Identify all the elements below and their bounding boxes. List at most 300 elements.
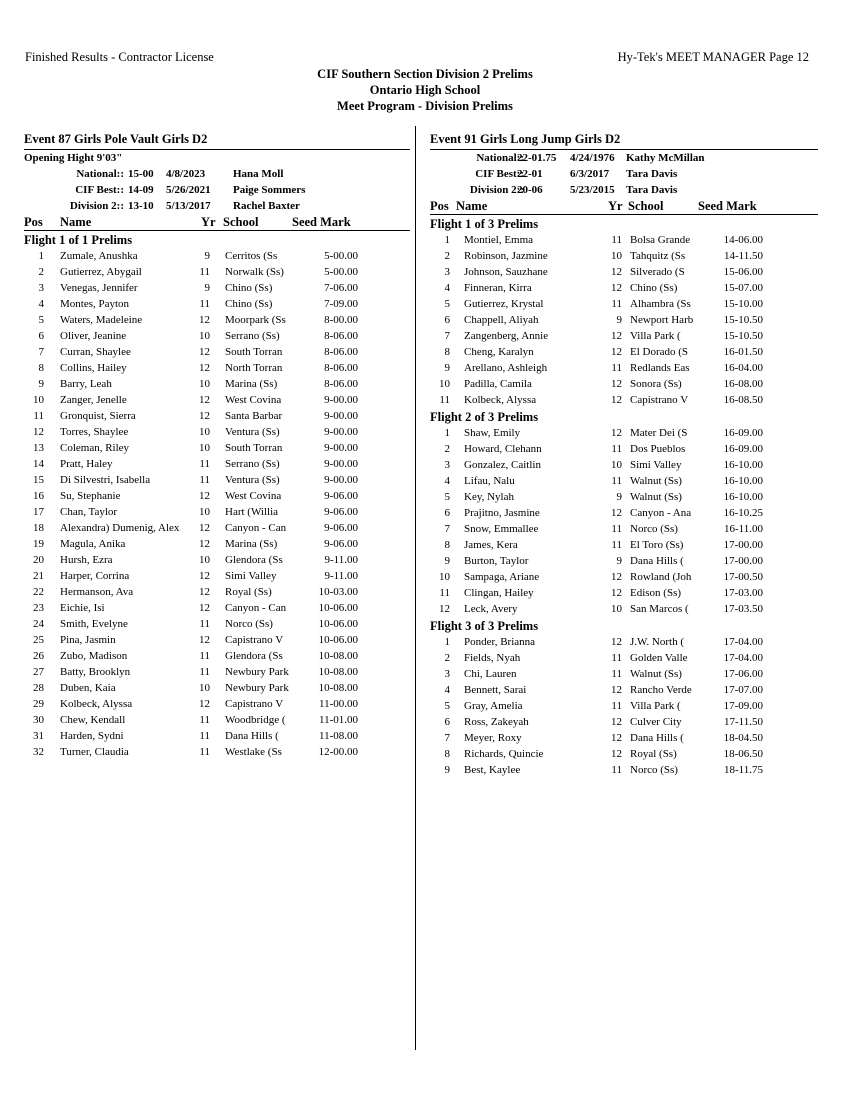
entry-name: Cheng, Karalyn xyxy=(464,346,534,358)
entry-pos: 2 xyxy=(444,443,450,455)
table-row xyxy=(430,248,818,264)
entry-year: 12 xyxy=(199,362,210,374)
entry-seed: 17-03.00 xyxy=(723,587,763,599)
table-row xyxy=(24,584,410,600)
entry-year: 11 xyxy=(199,474,210,486)
entry-year: 11 xyxy=(611,700,622,712)
col-school: School xyxy=(223,215,259,229)
entry-pos: 32 xyxy=(33,746,44,758)
entry-name: Chappell, Aliyah xyxy=(464,314,539,326)
entry-school: Bolsa Grande xyxy=(630,234,691,246)
table-row xyxy=(24,504,410,520)
entry-name: Ponder, Brianna xyxy=(464,636,536,648)
entry-pos: 7 xyxy=(444,330,450,342)
entry-seed: 7-06.00 xyxy=(324,282,358,294)
entry-seed: 18-11.75 xyxy=(723,764,763,776)
entry-school: El Toro (Ss) xyxy=(630,539,684,551)
table-row xyxy=(24,392,410,408)
entry-school: Santa Barbar xyxy=(225,410,283,422)
entry-name: Gutierrez, Abygail xyxy=(60,266,142,278)
meet-title-block xyxy=(0,66,850,114)
table-row xyxy=(24,520,410,536)
entry-pos: 1 xyxy=(444,636,450,648)
entry-pos: 5 xyxy=(38,314,44,326)
event-87-section xyxy=(24,131,410,760)
entry-name: Lifau, Nalu xyxy=(464,475,515,487)
table-row xyxy=(24,664,410,680)
flight-heading: Flight 3 of 3 Prelims xyxy=(430,619,539,633)
entry-school: Canyon - Can xyxy=(225,602,287,614)
entry-school: Capistrano V xyxy=(630,394,689,406)
table-row xyxy=(430,601,818,617)
entry-seed: 16-01.50 xyxy=(723,346,763,358)
record-line xyxy=(24,198,410,214)
table-row xyxy=(24,648,410,664)
entry-name: Zanger, Jenelle xyxy=(60,394,127,406)
entry-year: 9 xyxy=(616,555,622,567)
record-mark: 22-01.75 xyxy=(517,152,557,164)
entry-seed: 15-06.00 xyxy=(723,266,763,278)
entry-pos: 10 xyxy=(439,571,450,583)
entry-year: 9 xyxy=(616,491,622,503)
table-row xyxy=(430,425,818,441)
meet-program: Meet Program - Division Prelims xyxy=(337,99,513,113)
entry-year: 10 xyxy=(611,603,622,615)
entry-year: 12 xyxy=(611,636,622,648)
entry-pos: 13 xyxy=(33,442,44,454)
entry-year: 12 xyxy=(199,522,210,534)
entry-school: Norco (Ss) xyxy=(630,523,678,535)
entry-pos: 18 xyxy=(33,522,44,534)
table-row xyxy=(430,505,818,521)
entry-year: 12 xyxy=(199,346,210,358)
table-row xyxy=(24,312,410,328)
table-row xyxy=(24,408,410,424)
entry-school: Dos Pueblos xyxy=(630,443,686,455)
entry-seed: 18-04.50 xyxy=(723,732,763,744)
entry-name: Montes, Payton xyxy=(60,298,130,310)
entry-name: Chew, Kendall xyxy=(60,714,126,726)
entry-school: Newport Harb xyxy=(630,314,694,326)
entry-school: Newbury Park xyxy=(225,666,289,678)
entry-seed: 7-09.00 xyxy=(324,298,358,310)
entry-seed: 9-00.00 xyxy=(324,410,358,422)
entry-school: Serrano (Ss) xyxy=(225,330,280,342)
entry-year: 11 xyxy=(199,666,210,678)
entry-year: 10 xyxy=(199,426,210,438)
entry-seed: 9-06.00 xyxy=(324,490,358,502)
record-mark: 14-09 xyxy=(128,184,154,196)
entry-pos: 7 xyxy=(444,732,450,744)
entry-school: North Torran xyxy=(225,362,283,374)
entry-name: Gutierrez, Krystal xyxy=(464,298,544,310)
records-list xyxy=(24,166,410,214)
entry-year: 10 xyxy=(199,554,210,566)
entry-name: Turner, Claudia xyxy=(60,746,129,758)
entry-pos: 1 xyxy=(444,427,450,439)
table-row xyxy=(24,616,410,632)
entry-pos: 8 xyxy=(444,346,450,358)
event-91-section xyxy=(430,131,818,778)
record-holder: Hana Moll xyxy=(233,168,284,180)
entry-year: 10 xyxy=(199,330,210,342)
entry-year: 11 xyxy=(199,266,210,278)
entry-school: Norco (Ss) xyxy=(630,764,678,776)
entry-pos: 7 xyxy=(38,346,44,358)
entry-year: 12 xyxy=(199,394,210,406)
table-row xyxy=(430,280,818,296)
entry-name: Zangenberg, Annie xyxy=(464,330,549,342)
entry-pos: 24 xyxy=(33,618,44,630)
table-row xyxy=(430,264,818,280)
table-row xyxy=(430,650,818,666)
entry-pos: 5 xyxy=(444,298,450,310)
table-row xyxy=(430,569,818,585)
entry-name: Gronquist, Sierra xyxy=(60,410,136,422)
table-row xyxy=(430,634,818,650)
entry-year: 12 xyxy=(611,716,622,728)
entry-year: 11 xyxy=(611,362,622,374)
meet-title: CIF Southern Section Division 2 Prelims xyxy=(317,67,533,81)
record-label: National:: xyxy=(76,168,124,180)
table-row xyxy=(24,264,410,280)
entry-seed: 15-07.00 xyxy=(723,282,763,294)
col-seed: Seed Mark xyxy=(292,215,351,229)
table-row xyxy=(430,360,818,376)
entry-name: Meyer, Roxy xyxy=(464,732,522,744)
entry-name: Gray, Amelia xyxy=(464,700,523,712)
entry-name: Duben, Kaia xyxy=(60,682,116,694)
entry-name: Richards, Quincie xyxy=(464,748,544,760)
entry-school: Chino (Ss) xyxy=(225,282,273,294)
table-row xyxy=(430,585,818,601)
entry-school: Westlake (Ss xyxy=(225,746,282,758)
record-mark: 20-06 xyxy=(517,184,543,196)
entry-year: 10 xyxy=(199,442,210,454)
entry-pos: 12 xyxy=(439,603,450,615)
entry-year: 10 xyxy=(199,378,210,390)
entry-year: 12 xyxy=(611,571,622,583)
entry-pos: 5 xyxy=(444,700,450,712)
entry-school: Rancho Verde xyxy=(630,684,692,696)
entry-pos: 26 xyxy=(33,650,44,662)
table-row xyxy=(430,392,818,408)
col-school: School xyxy=(628,199,664,213)
entry-seed: 5-00.00 xyxy=(324,250,358,262)
entry-name: Hursh, Ezra xyxy=(60,554,113,566)
table-row xyxy=(430,376,818,392)
table-row xyxy=(24,696,410,712)
entry-school: Norco (Ss) xyxy=(225,618,273,630)
entry-seed: 8-06.00 xyxy=(324,330,358,342)
entry-pos: 28 xyxy=(33,682,44,694)
entry-pos: 9 xyxy=(444,555,450,567)
entry-pos: 16 xyxy=(33,490,44,502)
entry-seed: 9-00.00 xyxy=(324,474,358,486)
entry-year: 12 xyxy=(199,570,210,582)
entry-name: Waters, Madeleine xyxy=(60,314,143,326)
entry-school: Redlands Eas xyxy=(630,362,690,374)
entry-school: Capistrano V xyxy=(225,698,284,710)
entry-name: Prajitno, Jasmine xyxy=(464,507,540,519)
entry-seed: 17-04.00 xyxy=(723,652,763,664)
entry-seed: 10-08.00 xyxy=(318,682,358,694)
column-header xyxy=(24,214,410,230)
record-holder: Tara Davis xyxy=(626,184,678,196)
entry-school: Walnut (Ss) xyxy=(630,668,682,680)
entry-seed: 9-00.00 xyxy=(324,394,358,406)
entry-year: 11 xyxy=(611,298,622,310)
entry-year: 11 xyxy=(199,746,210,758)
entry-name: Kolbeck, Alyssa xyxy=(60,698,133,710)
entry-name: Oliver, Jeanine xyxy=(60,330,127,342)
record-line xyxy=(430,166,818,182)
table-row xyxy=(24,280,410,296)
entry-name: Chan, Taylor xyxy=(60,506,118,518)
table-row xyxy=(24,600,410,616)
entry-school: Chino (Ss) xyxy=(225,298,273,310)
entry-year: 12 xyxy=(199,538,210,550)
entry-school: South Torran xyxy=(225,442,283,454)
table-row xyxy=(24,360,410,376)
entry-pos: 31 xyxy=(33,730,44,742)
entry-school: Cerritos (Ss xyxy=(225,250,278,262)
entry-pos: 6 xyxy=(444,716,450,728)
table-row xyxy=(24,712,410,728)
entry-name: Curran, Shaylee xyxy=(60,346,131,358)
entry-year: 11 xyxy=(199,298,210,310)
entry-year: 11 xyxy=(611,539,622,551)
entry-seed: 11-01.00 xyxy=(318,714,358,726)
entry-pos: 23 xyxy=(33,602,44,614)
entry-school: Royal (Ss) xyxy=(225,586,272,598)
entry-year: 12 xyxy=(611,427,622,439)
record-date: 4/24/1976 xyxy=(570,152,615,164)
entry-seed: 9-00.00 xyxy=(324,458,358,470)
entry-year: 11 xyxy=(611,234,622,246)
entry-year: 12 xyxy=(611,507,622,519)
entry-seed: 10-06.00 xyxy=(318,602,358,614)
record-date: 6/3/2017 xyxy=(570,168,610,180)
table-row xyxy=(24,248,410,264)
table-row xyxy=(430,521,818,537)
entry-name: Clingan, Hailey xyxy=(464,587,534,599)
entry-name: Fields, Nyah xyxy=(464,652,521,664)
entry-year: 11 xyxy=(199,618,210,630)
table-row xyxy=(430,682,818,698)
entry-name: Su, Stephanie xyxy=(60,490,121,502)
entry-name: Leck, Avery xyxy=(464,603,518,615)
entry-pos: 9 xyxy=(444,764,450,776)
table-row xyxy=(24,344,410,360)
entry-seed: 17-09.00 xyxy=(723,700,763,712)
table-row xyxy=(430,457,818,473)
flights-list xyxy=(430,216,818,778)
entry-school: Dana Hills ( xyxy=(225,730,279,742)
entry-pos: 29 xyxy=(33,698,44,710)
entry-year: 9 xyxy=(204,250,210,262)
entry-seed: 17-07.00 xyxy=(723,684,763,696)
entry-school: Marina (Ss) xyxy=(225,538,278,550)
entry-year: 12 xyxy=(611,282,622,294)
entry-year: 12 xyxy=(611,587,622,599)
record-date: 5/13/2017 xyxy=(166,200,211,212)
entry-name: Magula, Anika xyxy=(60,538,126,550)
entry-year: 10 xyxy=(199,506,210,518)
entry-pos: 8 xyxy=(38,362,44,374)
meet-venue: Ontario High School xyxy=(369,83,481,97)
entry-year: 11 xyxy=(611,652,622,664)
table-row xyxy=(430,714,818,730)
table-row xyxy=(430,762,818,778)
entry-seed: 16-10.00 xyxy=(723,491,763,503)
entry-year: 12 xyxy=(611,732,622,744)
entry-name: Kolbeck, Alyssa xyxy=(464,394,537,406)
entry-pos: 20 xyxy=(33,554,44,566)
entry-school: Ventura (Ss) xyxy=(225,426,280,438)
entry-school: Culver City xyxy=(630,716,682,728)
entry-name: Burton, Taylor xyxy=(464,555,529,567)
entry-school: J.W. North ( xyxy=(630,636,684,648)
entry-name: Harper, Corrina xyxy=(60,570,130,582)
table-row xyxy=(430,232,818,248)
event-title: Event 87 Girls Pole Vault Girls D2 xyxy=(24,132,208,146)
entry-name: Pina, Jasmin xyxy=(60,634,116,646)
entry-seed: 10-08.00 xyxy=(318,666,358,678)
entry-pos: 4 xyxy=(444,475,450,487)
entry-pos: 22 xyxy=(33,586,44,598)
entry-pos: 11 xyxy=(439,394,450,406)
entry-pos: 2 xyxy=(444,250,450,262)
entry-year: 12 xyxy=(199,490,210,502)
entry-seed: 9-00.00 xyxy=(324,442,358,454)
table-row xyxy=(24,744,410,760)
entry-pos: 15 xyxy=(33,474,44,486)
entry-school: Woodbridge ( xyxy=(225,714,286,726)
entry-school: El Dorado (S xyxy=(630,346,689,358)
col-pos: Pos xyxy=(24,215,43,229)
entry-year: 11 xyxy=(199,730,210,742)
report-subtitle: Finished Results - Contractor License xyxy=(25,50,214,64)
entry-seed: 9-06.00 xyxy=(324,506,358,518)
record-holder: Rachel Baxter xyxy=(233,200,300,212)
entry-school: Glendora (Ss xyxy=(225,554,283,566)
opening-height: Opening Hight 9'03" xyxy=(24,152,123,164)
entry-seed: 15-10.50 xyxy=(723,314,763,326)
entry-year: 12 xyxy=(199,634,210,646)
entry-name: Smith, Evelyne xyxy=(60,618,128,630)
entry-school: South Torran xyxy=(225,346,283,358)
entry-school: Norwalk (Ss) xyxy=(225,266,284,278)
table-row xyxy=(24,488,410,504)
entry-pos: 7 xyxy=(444,523,450,535)
entry-seed: 17-00.50 xyxy=(723,571,763,583)
entry-year: 11 xyxy=(611,475,622,487)
entry-seed: 15-10.00 xyxy=(723,298,763,310)
entry-name: Arellano, Ashleigh xyxy=(464,362,548,374)
entry-year: 12 xyxy=(611,330,622,342)
entry-pos: 27 xyxy=(33,666,44,678)
entry-seed: 16-08.00 xyxy=(723,378,763,390)
entry-school: Golden Valle xyxy=(630,652,688,664)
entry-school: Villa Park ( xyxy=(630,330,681,342)
entry-pos: 3 xyxy=(444,459,450,471)
record-line xyxy=(430,182,818,198)
entry-seed: 14-06.00 xyxy=(723,234,763,246)
entry-pos: 2 xyxy=(38,266,44,278)
entry-name: Bennett, Sarai xyxy=(464,684,527,696)
header-rule xyxy=(24,230,410,231)
table-row xyxy=(24,424,410,440)
entry-name: Collins, Hailey xyxy=(60,362,127,374)
record-line xyxy=(24,182,410,198)
entry-name: Di Silvestri, Isabella xyxy=(60,474,151,486)
flight-heading: Flight 2 of 3 Prelims xyxy=(430,410,539,424)
entry-name: Coleman, Riley xyxy=(60,442,130,454)
entry-pos: 17 xyxy=(33,506,44,518)
entry-school: Walnut (Ss) xyxy=(630,475,682,487)
entry-year: 12 xyxy=(611,378,622,390)
entry-name: Pratt, Haley xyxy=(60,458,113,470)
entry-name: Snow, Emmallee xyxy=(464,523,539,535)
table-row xyxy=(24,728,410,744)
table-row xyxy=(24,456,410,472)
entry-pos: 12 xyxy=(33,426,44,438)
entry-seed: 15-10.50 xyxy=(723,330,763,342)
entry-name: Montiel, Emma xyxy=(464,234,534,246)
record-date: 5/23/2015 xyxy=(570,184,615,196)
entry-pos: 5 xyxy=(444,491,450,503)
entry-school: Walnut (Ss) xyxy=(630,491,682,503)
entry-school: San Marcos ( xyxy=(630,603,689,615)
entry-name: Torres, Shaylee xyxy=(60,426,129,438)
table-row xyxy=(430,328,818,344)
entry-school: Alhambra (Ss xyxy=(630,298,691,310)
entry-school: Simi Valley xyxy=(225,570,277,582)
entry-year: 10 xyxy=(611,250,622,262)
entry-year: 12 xyxy=(611,346,622,358)
entry-seed: 16-10.25 xyxy=(723,507,763,519)
entry-name: Chi, Lauren xyxy=(464,668,517,680)
entry-name: Venegas, Jennifer xyxy=(60,282,138,294)
table-row xyxy=(24,376,410,392)
record-mark: 15-00 xyxy=(128,168,154,180)
entry-school: West Covina xyxy=(225,490,282,502)
entry-pos: 9 xyxy=(38,378,44,390)
record-line xyxy=(430,150,818,166)
entry-school: Tahquitz (Ss xyxy=(630,250,686,262)
entry-pos: 3 xyxy=(444,668,450,680)
entry-name: Barry, Leah xyxy=(60,378,112,390)
entry-name: Finneran, Kirra xyxy=(464,282,532,294)
table-row xyxy=(430,553,818,569)
entry-pos: 10 xyxy=(439,378,450,390)
entry-year: 9 xyxy=(204,282,210,294)
entry-name: Harden, Sydni xyxy=(60,730,124,742)
entry-school: Marina (Ss) xyxy=(225,378,278,390)
records-list xyxy=(430,150,818,198)
entry-seed: 10-06.00 xyxy=(318,634,358,646)
col-yr: Yr xyxy=(201,215,216,229)
entry-seed: 17-00.00 xyxy=(723,539,763,551)
entry-school: Edison (Ss) xyxy=(630,587,682,599)
entry-seed: 8-06.00 xyxy=(324,362,358,374)
record-label: CIF Best:: xyxy=(475,168,524,180)
table-row xyxy=(430,666,818,682)
entry-seed: 17-00.00 xyxy=(723,555,763,567)
entry-school: Dana Hills ( xyxy=(630,732,684,744)
entry-name: Padilla, Camila xyxy=(464,378,532,390)
